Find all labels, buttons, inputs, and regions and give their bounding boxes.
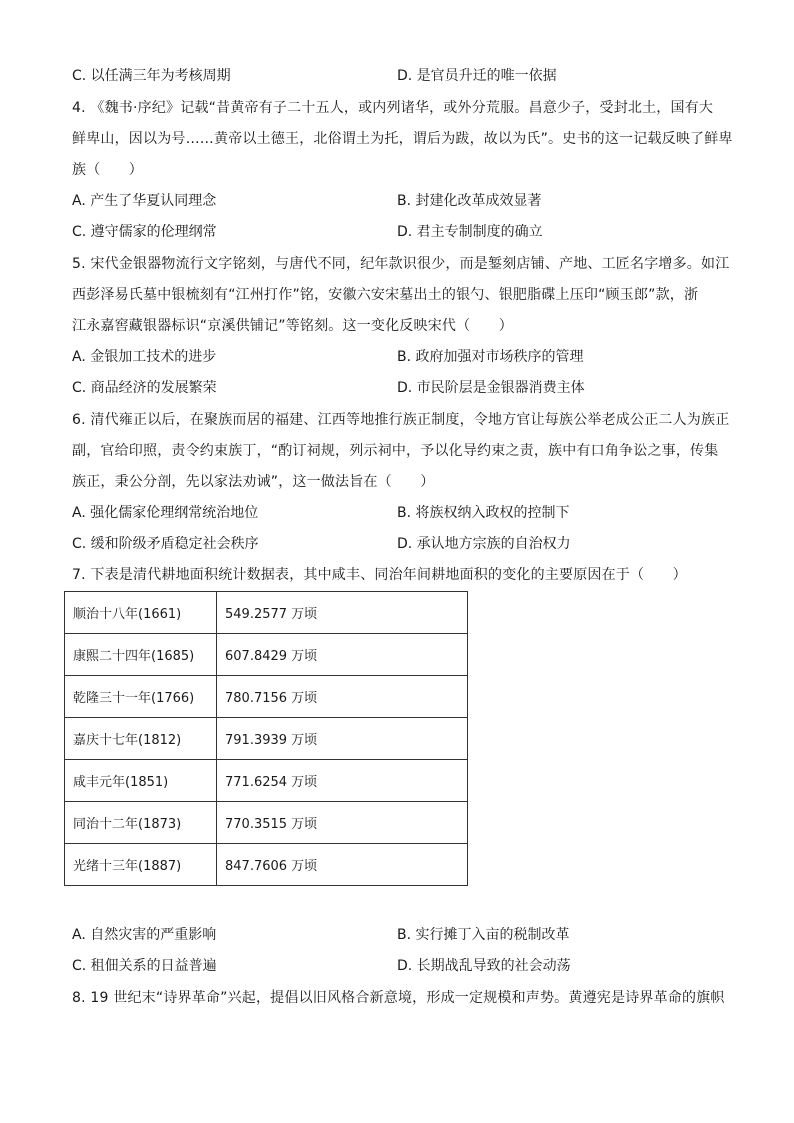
q7-option-c: C. 租佃关系的日益普遍 bbox=[72, 958, 217, 974]
q4-option-b: B. 封建化改革成效显著 bbox=[397, 193, 542, 209]
table-cell-period: 同治十二年(1873) bbox=[65, 802, 217, 844]
table-row bbox=[65, 802, 468, 844]
table-cell-area: 771.6254 万顷 bbox=[217, 760, 468, 802]
table-cell-period: 乾隆三十一年(1766) bbox=[65, 676, 217, 718]
q5-option-d: D. 市民阶层是金银器消费主体 bbox=[397, 380, 585, 396]
q5-option-a: A. 金银加工技术的进步 bbox=[72, 349, 217, 365]
table-row bbox=[65, 592, 468, 634]
table-cell-period: 顺治十八年(1661) bbox=[65, 592, 217, 634]
table-cell-area: 549.2577 万顷 bbox=[217, 592, 468, 634]
q5-stem-line-2: 西彭泽易氏墓中银梳刻有“江州打作”铭，安徽六安宋墓出土的银勺、银肥脂碟上压印“顾玉郎”款，浙 bbox=[72, 287, 699, 303]
q6-stem-line-3: 族正，秉公分剖，先以家法劝诫”，这一做法旨在（ ） bbox=[72, 474, 435, 490]
table-row bbox=[65, 844, 468, 886]
q6-stem-line-2: 副，官给印照，责令约束族丁，“酌订祠规，列示祠中，予以化导约束之责，族中有口角争讼之事，传集 bbox=[72, 443, 719, 459]
q7-option-b: B. 实行摊丁入亩的税制改革 bbox=[397, 927, 570, 943]
q4-stem-line-2: 鲜卑山，因以为号……黄帝以土德王，北俗谓土为托，谓后为跋，故以为氏”。史书的这一记载反映了鲜卑 bbox=[72, 131, 733, 147]
q7-stem: 7. 下表是清代耕地面积统计数据表，其中咸丰、同治年间耕地面积的变化的主要原因在于（ ） bbox=[72, 567, 687, 583]
q5-stem-line-1: 5. 宋代金银器物流行文字铭刻，与唐代不同，纪年款识很少，而是錾刻店铺、产地、工匠名字增多。如江 bbox=[72, 256, 730, 272]
q7-option-d: D. 长期战乱导致的社会动荡 bbox=[397, 958, 571, 974]
table-row bbox=[65, 676, 468, 718]
table-cell-area: 791.3939 万顷 bbox=[217, 718, 468, 760]
q5-stem-line-3: 江永嘉窖藏银器标识“京溪供铺记”等铭刻。这一变化反映宋代（ ） bbox=[72, 318, 513, 334]
q4-option-d: D. 君主专制制度的确立 bbox=[397, 224, 543, 240]
q4-option-c: C. 遵守儒家的伦理纲常 bbox=[72, 224, 217, 240]
q3-option-d: D. 是官员升迁的唯一依据 bbox=[397, 68, 557, 84]
q4-stem-line-1: 4. 《魏书·序纪》记载“昔黄帝有子二十五人，或内列诸华，或外分荒服。昌意少子，受封北土，国有大 bbox=[72, 100, 714, 116]
q6-option-b: B. 将族权纳入政权的控制下 bbox=[397, 505, 570, 521]
q8-stem-line-1: 8. 19 世纪末“诗界革命”兴起，提倡以旧风格合新意境，形成一定规模和声势。黄遵宪是诗界革命的旗帜 bbox=[72, 990, 725, 1006]
q4-option-a: A. 产生了华夏认同理念 bbox=[72, 193, 217, 209]
table-cell-area: 607.8429 万顷 bbox=[217, 634, 468, 676]
q6-option-c: C. 缓和阶级矛盾稳定社会秩序 bbox=[72, 536, 259, 552]
q6-stem-line-1: 6. 清代雍正以后，在聚族而居的福建、江西等地推行族正制度，令地方官让每族公举老成公正二人为族正 bbox=[72, 412, 730, 428]
table-cell-period: 康熙二十四年(1685) bbox=[65, 634, 217, 676]
q4-stem-line-3: 族（ ） bbox=[72, 162, 143, 178]
table-cell-period: 嘉庆十七年(1812) bbox=[65, 718, 217, 760]
table-row bbox=[65, 760, 468, 802]
q7-option-a: A. 自然灾害的严重影响 bbox=[72, 927, 217, 943]
table-cell-period: 咸丰元年(1851) bbox=[65, 760, 217, 802]
q5-option-b: B. 政府加强对市场秩序的管理 bbox=[397, 349, 584, 365]
table-cell-area: 780.7156 万顷 bbox=[217, 676, 468, 718]
q3-option-c: C. 以任满三年为考核周期 bbox=[72, 68, 231, 84]
table-cell-period: 光绪十三年(1887) bbox=[65, 844, 217, 886]
table-row bbox=[65, 634, 468, 676]
farmland-area-table bbox=[64, 591, 468, 886]
q6-option-d: D. 承认地方宗族的自治权力 bbox=[397, 536, 571, 552]
table-cell-area: 770.3515 万顷 bbox=[217, 802, 468, 844]
q5-option-c: C. 商品经济的发展繁荣 bbox=[72, 380, 217, 396]
q6-option-a: A. 强化儒家伦理纲常统治地位 bbox=[72, 505, 259, 521]
table-row bbox=[65, 718, 468, 760]
table-cell-area: 847.7606 万顷 bbox=[217, 844, 468, 886]
